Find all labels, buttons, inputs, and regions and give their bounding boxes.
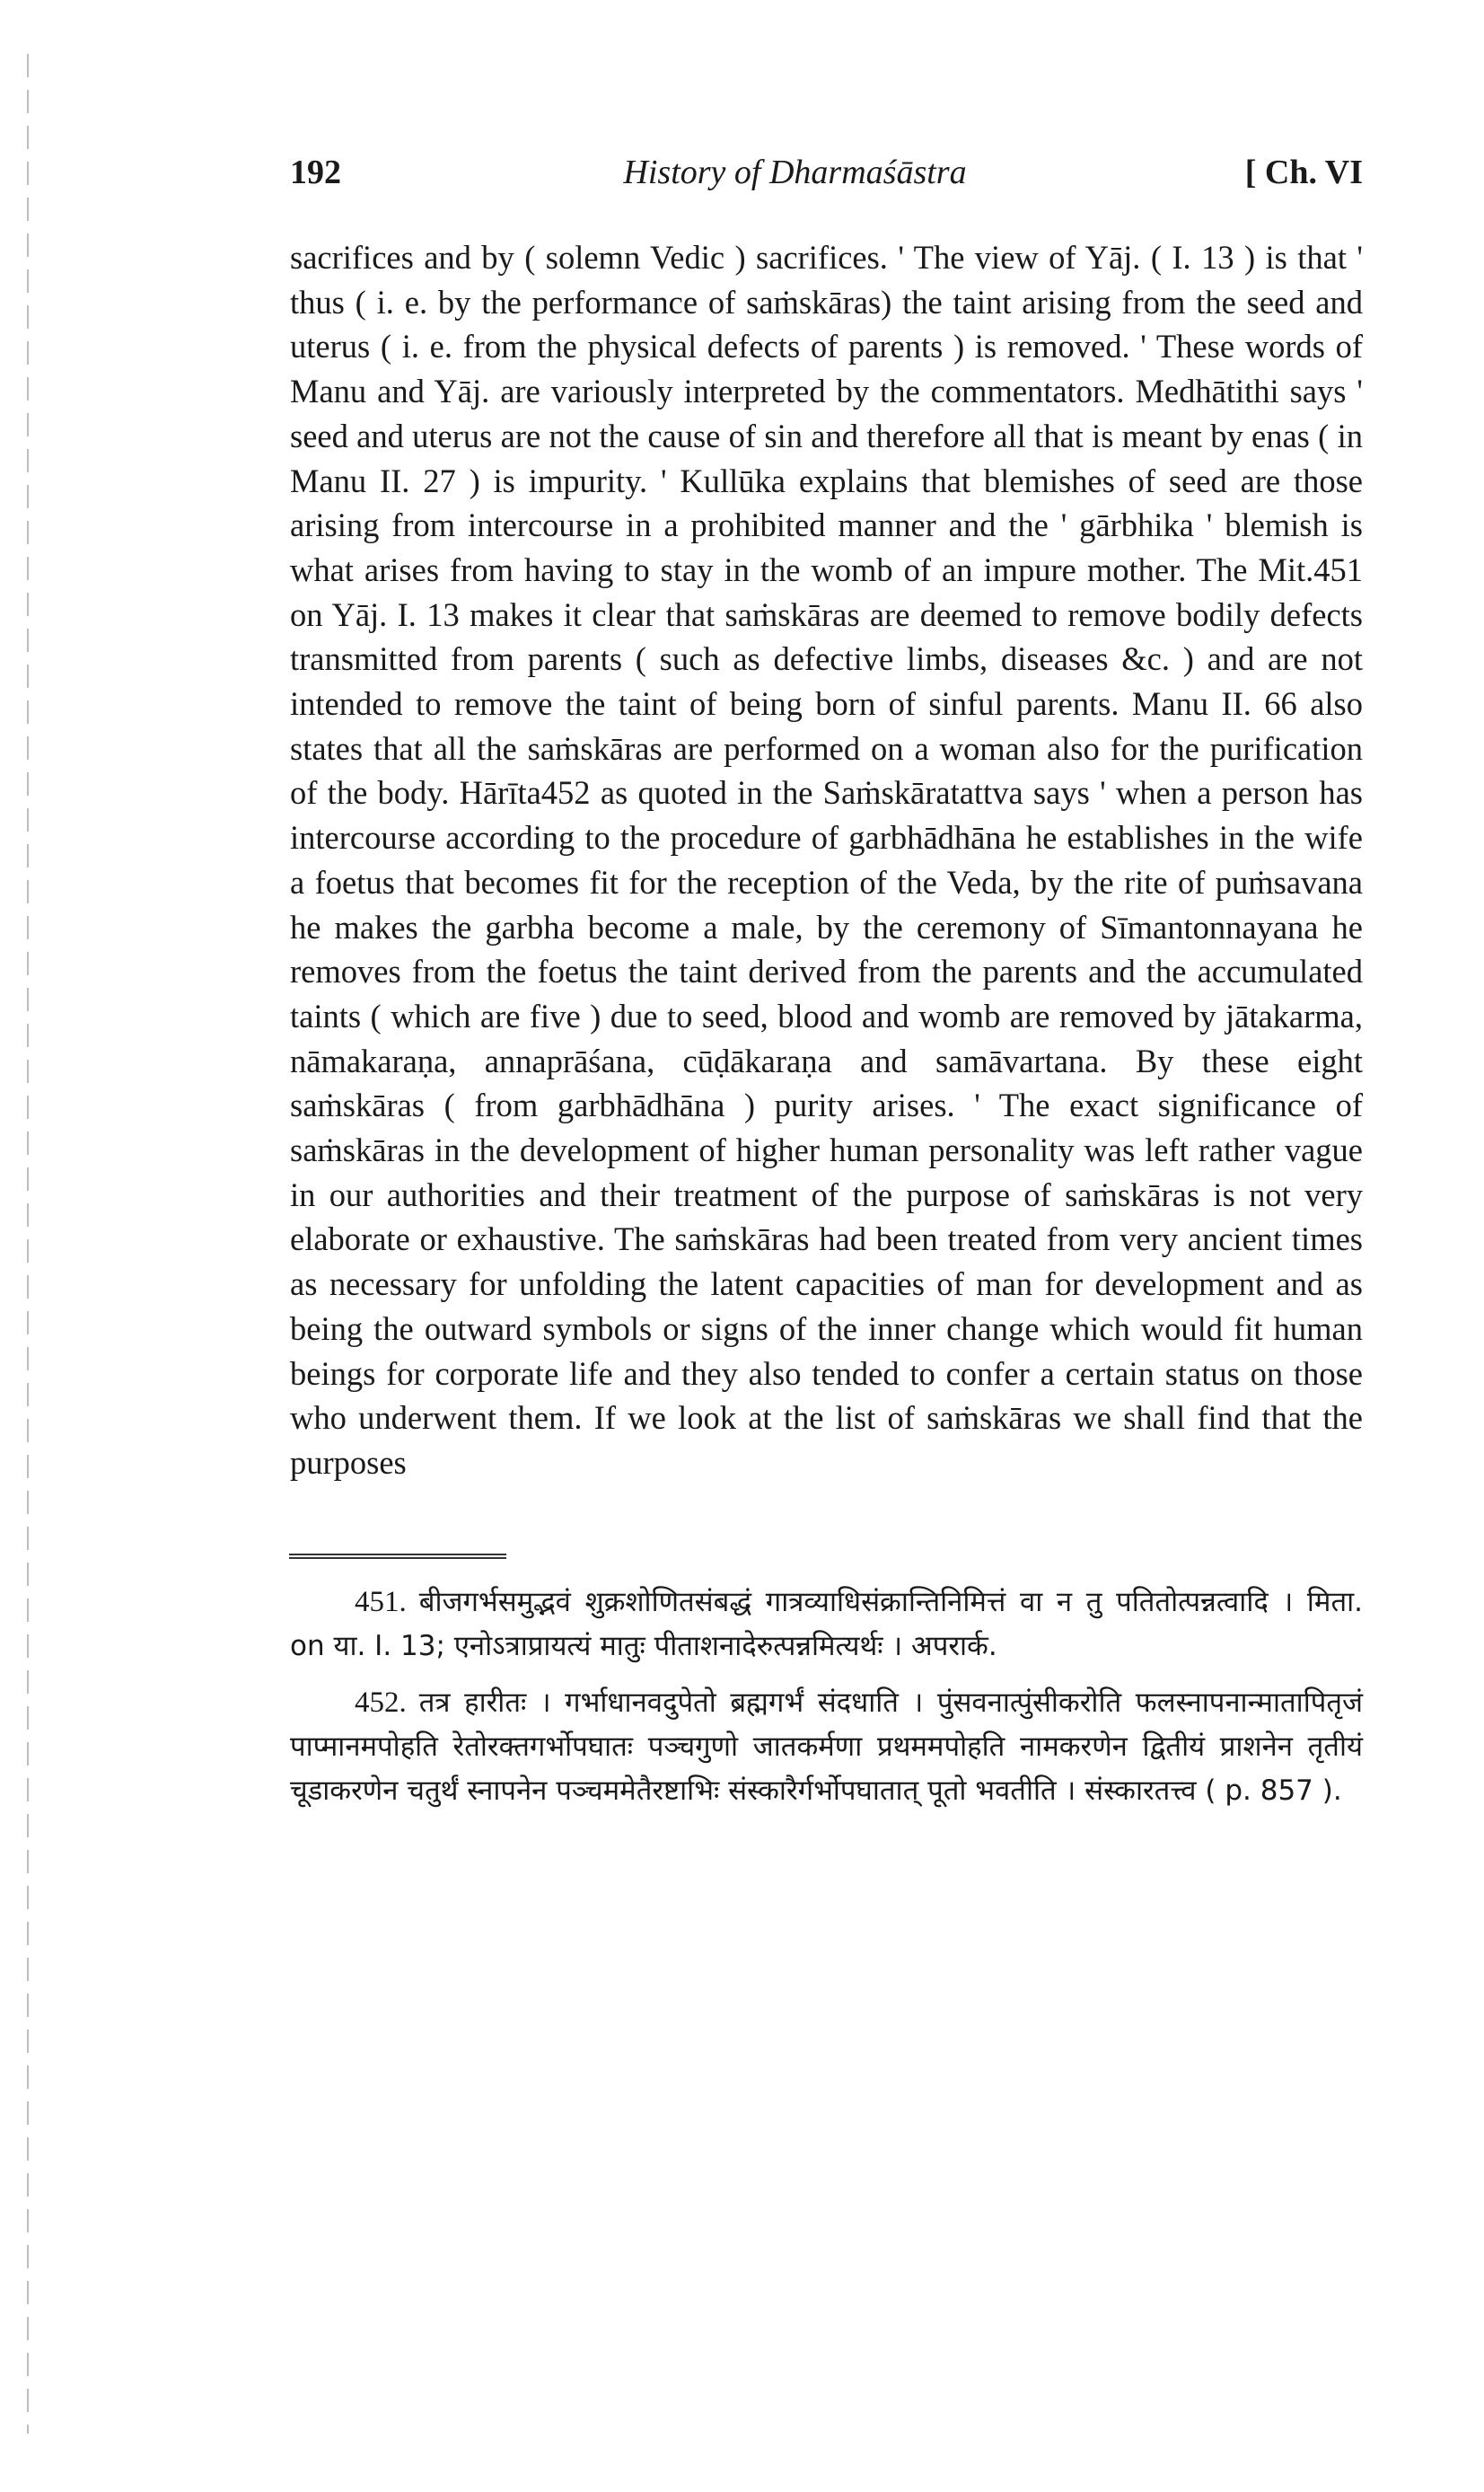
footnote-number: 451.	[355, 1586, 407, 1618]
footnotes	[290, 1581, 1363, 2003]
body-paragraph: sacrifices and by ( solemn Vedic ) sacrifices. ' The view of Yāj. ( I. 13 ) is that ' thus ( i. e. by the performance of saṁskāras) the taint arising from the seed and uterus ( i. e. from the physical defects of parents ) is removed. ' These words of Manu and Yāj. are variously interpreted by the commentators. Medhātithi says ' seed and uterus are not the cause of sin and therefore all that is meant by enas ( in Manu II. 27 ) is impurity. ' Kullūka explains that blemishes of seed are those arising from intercourse in a prohibited manner and the ' gārbhika ' blemish is what arises from having to stay in the womb of an impure mother. The Mit.451 on Yāj. I. 13 makes it clear that saṁskāras are deemed to remove bodily defects transmitted from parents ( such as defective limbs, diseases &c. ) and are not intended to remove the taint of being born of sinful parents. Manu II. 66 also states that all the saṁskāras are performed on a woman also for the purification of the body. Hārīta452 as quoted in the Saṁskāratattva says ' when a person has intercourse according to the procedure of garbhādhāna he establishes in the wife a foetus that becomes fit for the reception of the Veda, by the rite of puṁsavana he makes the garbha become a male, by the ceremony of Sīmantonnayana he removes from the foetus the taint derived from the parents and the accumulated taints ( which are five ) due to seed, blood and womb are removed by jātakarma, nāmakaraṇa, annaprāśana, cūḍākaraṇa and samāvartana. By these eight saṁskāras ( from garbhādhāna ) purity arises. ' The exact significance of saṁskāras in the development of higher human personality was left rather vague in our authorities and their treatment of the purpose of saṁskāras is not very elaborate or exhaustive. The saṁskāras had been treated from very ancient times as necessary for unfolding the latent capacities of man for development and as being the outward symbols or signs of the inner change which would fit human beings for corporate life and they also tended to confer a certain status on those who underwent them. If we look at the list of saṁskāras we shall find that the purposes	[290, 239, 1363, 1481]
footnote-number: 452.	[355, 1686, 407, 1719]
footnote-452	[290, 1681, 1363, 1813]
main-text	[290, 235, 1363, 1537]
running-title: History of Dharmaśāstra	[623, 154, 967, 191]
scan-edge-line	[27, 54, 29, 2434]
page-header	[290, 145, 1363, 199]
footnote-divider	[289, 1554, 506, 1559]
page-number: 192	[290, 154, 341, 191]
chapter-label: [ Ch. VI	[1244, 154, 1363, 191]
footnote-451	[290, 1581, 1363, 1669]
footnote-text: तत्र हारीतः । गर्भाधानवदुपेतो ब्रह्मगर्भं संदधाति । पुंसवनात्पुंसीकरोति फलस्नापनान्मातापितृजं पाप्मानमपोहति रेतोरक्तगर्भोपघातः पञ्चगुणो जातकर्मणा प्रथममपोहति नामकरणेन द्वितीयं प्राशनेन तृतीयं चूडाकरणेन चतुर्थं स्नापनेन पञ्चममेतैरष्टाभिः संस्कारैर्गर्भोपघातात् पूतो भवतीति । संस्कारतत्त्व ( p. 857 ).	[290, 1686, 1363, 1807]
footnote-text: बीजगर्भसमुद्भवं शुक्रशोणितसंबद्धं गात्रव्याधिसंक्रान्तिनिमित्तं वा न तु पतितोत्पन्नत्वादि । मिता. on या. I. 13; एनोऽत्राप्रायत्यं मातुः पीताशनादेरुत्पन्नमित्यर्थः । अपरार्क.	[290, 1586, 1363, 1662]
